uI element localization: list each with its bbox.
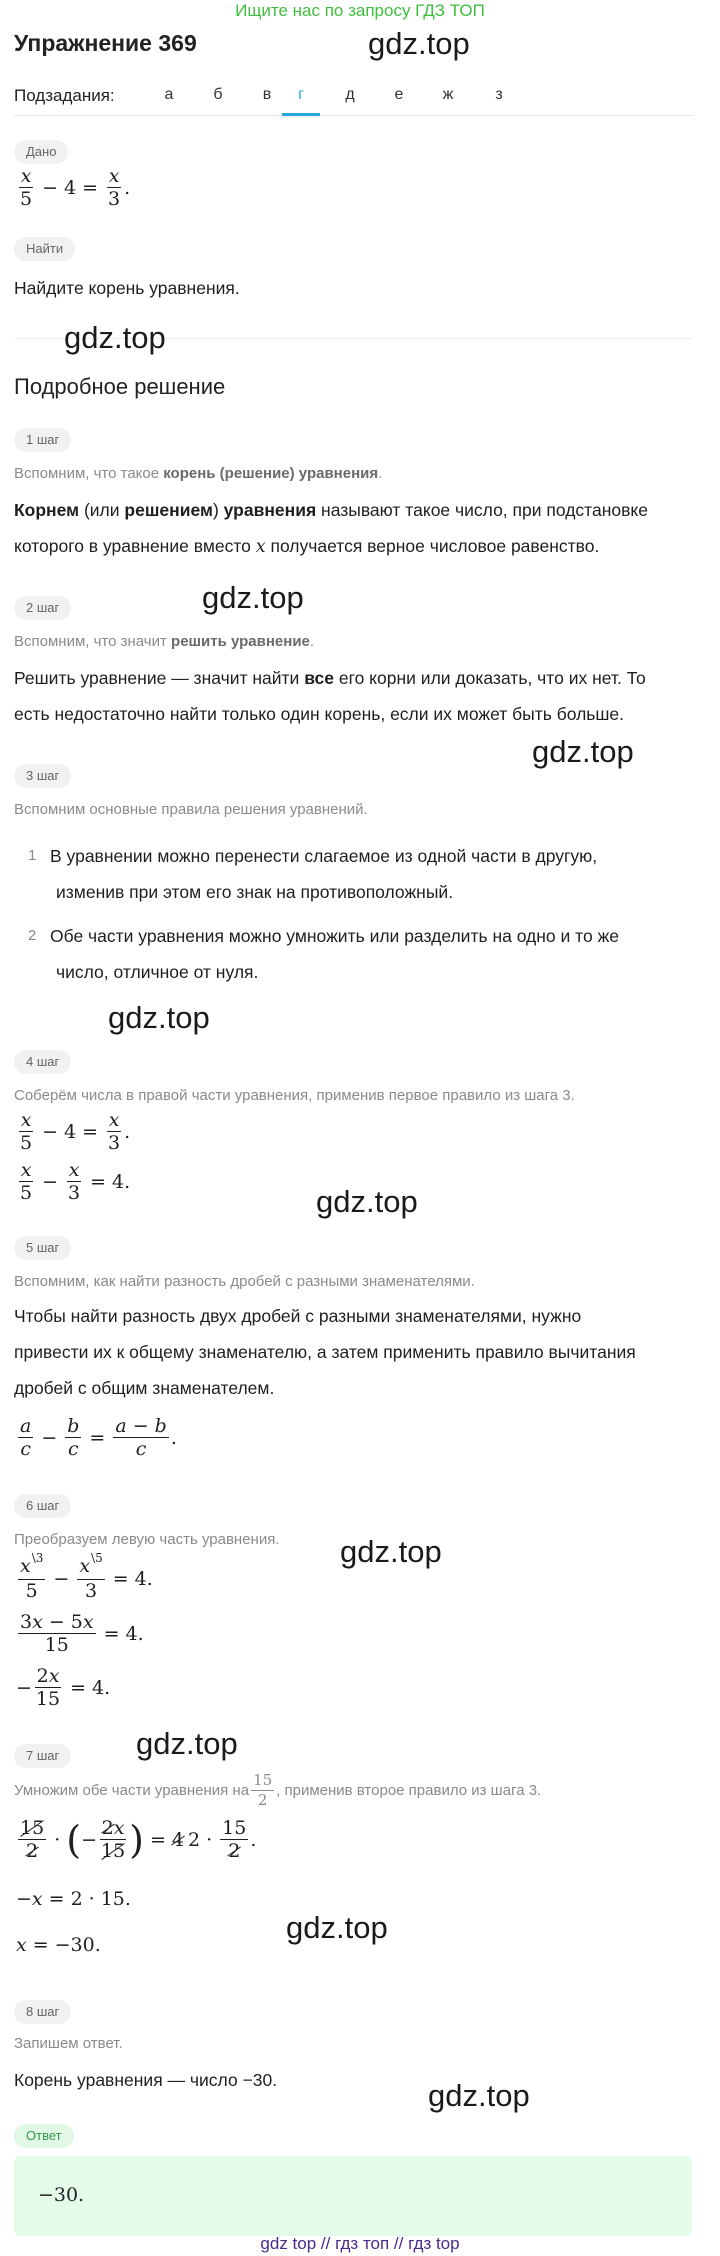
watermark: gdz.top	[286, 1910, 388, 1945]
rule-item: 2 Обе части уравнения можно умножить или разделить на одно и то же число, отличное от нуля.	[28, 926, 620, 982]
step-4-hint: Соберём числа в правой части уравнения, применив первое правило из шага 3.	[14, 1087, 575, 1104]
step-3-pill: 3 шаг	[14, 764, 71, 788]
step-5-text-line2: привести их к общему знаменателю, а затем применить правило вычитания	[14, 1342, 636, 1362]
answer-pill: Ответ	[14, 2124, 74, 2148]
step-6-eq3: − $\frac{2x}{15}$ = 4.	[16, 1665, 111, 1710]
step-7-pill: 7 шаг	[14, 1744, 71, 1768]
watermark: gdz.top	[316, 1184, 418, 1219]
rule-item: 1 В уравнении можно перенести слагаемое из одной части в другую, изменив при этом его знак на противоположный.	[28, 846, 598, 902]
step-2-text-line1: Решить уравнение — значит найти все его корни или доказать, что их нет. То	[14, 668, 646, 688]
tab-z[interactable]: з	[495, 86, 503, 103]
find-text: Найдите корень уравнения.	[14, 278, 240, 298]
answer-value: −30.	[38, 2184, 85, 2206]
watermark: gdz.top	[64, 320, 166, 355]
step-5-formula: $\frac{a}{c}$ − $\frac{b}{c}$ = $\frac{a - b}{c}$ .	[20, 1415, 177, 1460]
step-6-eq2: $\frac{3x - 5x}{15}$ = 4.	[20, 1611, 144, 1656]
watermark: gdz.top	[340, 1534, 442, 1569]
step-5-pill: 5 шаг	[14, 1236, 71, 1260]
watermark: gdz.top	[368, 26, 470, 61]
page-title: Упражнение 369	[14, 30, 197, 56]
step-6-hint: Преобразуем левую часть уравнения.	[14, 1531, 280, 1548]
step-4-eq1: $\frac{x}{5}$ − 4 = $\frac{x}{3}$ .	[20, 1109, 131, 1154]
step-6-pill: 6 шаг	[14, 1494, 71, 1518]
footer-links[interactable]: gdz top // гдз топ // гдз top	[260, 2234, 460, 2253]
watermark: gdz.top	[532, 734, 634, 769]
step-5-text-line1: Чтобы найти разность двух дробей с разными знаменателями, нужно	[14, 1306, 582, 1326]
step-5-text-line3: дробей с общим знаменателем.	[14, 1378, 275, 1398]
watermark: gdz.top	[108, 1000, 210, 1035]
step-1-text-line1: Корнем (или решением) уравнения называют такое число, при подстановке	[14, 500, 648, 520]
tab-a[interactable]: а	[164, 86, 174, 103]
tab-v[interactable]: в	[262, 86, 272, 103]
step-7-eq1: $\frac{15}{2}$ · ( − $\frac{2x}{15}$ ) = 4 2 · $\frac{15}{2}$ .	[20, 1817, 257, 1862]
tab-b[interactable]: б	[213, 86, 223, 103]
step-7-eq2: −x = 2 · 15.	[16, 1888, 131, 1910]
step-8-text: Корень уравнения — число −30.	[14, 2070, 278, 2090]
step-7-eq3: x = −30.	[16, 1934, 101, 1956]
find-pill: Найти	[14, 237, 75, 261]
tab-g[interactable]: г	[282, 86, 320, 116]
step-4-eq2: $\frac{x}{5}$ − $\frac{x}{3}$ = 4.	[20, 1159, 131, 1204]
step-5-hint: Вспомним, как найти разность дробей с разными знаменателями.	[14, 1273, 475, 1290]
step-1-hint: Вспомним, что такое корень (решение) уравнения.	[14, 465, 383, 482]
given-equation: $\frac{x}{5}$ − 4 = $\frac{x}{3}$ .	[20, 165, 131, 210]
step-2-pill: 2 шаг	[14, 596, 71, 620]
step-2-hint: Вспомним, что значит решить уравнение.	[14, 633, 315, 650]
watermark: gdz.top	[428, 2078, 530, 2113]
promo-banner[interactable]: Ищите нас по запросу ГДЗ ТОП	[235, 1, 485, 20]
step-1-text-line2: которого в уравнение вместо x получается верное числовое равенство.	[14, 536, 600, 557]
step-2-text-line2: есть недостаточно найти только один корень, если их может быть больше.	[14, 704, 625, 724]
step-1-pill: 1 шаг	[14, 428, 71, 452]
answer-box	[14, 2156, 692, 2236]
step-3-hint: Вспомним основные правила решения уравнений.	[14, 801, 368, 818]
subtask-label: Подзадания:	[14, 86, 115, 105]
step-4-pill: 4 шаг	[14, 1050, 71, 1074]
step-8-pill: 8 шаг	[14, 2000, 71, 2024]
given-pill: Дано	[14, 140, 68, 164]
tab-d[interactable]: д	[345, 86, 355, 103]
tab-zh[interactable]: ж	[442, 86, 454, 103]
tab-e[interactable]: е	[394, 86, 404, 103]
step-7-hint: Умножим обе части уравнения на $\frac{15}{2}$ , применив второе правило из шага 3.	[14, 1771, 542, 1809]
step-6-eq1: $\frac{x^{\backslash 3}}{5}$ − $\frac{x^{\backslash 5}}{3}$ = 4.	[20, 1551, 153, 1602]
solution-title: Подробное решение	[14, 374, 226, 399]
watermark: gdz.top	[202, 580, 304, 615]
watermark: gdz.top	[136, 1726, 238, 1761]
subtask-tabs	[14, 84, 692, 116]
step-8-hint: Запишем ответ.	[14, 2035, 123, 2052]
